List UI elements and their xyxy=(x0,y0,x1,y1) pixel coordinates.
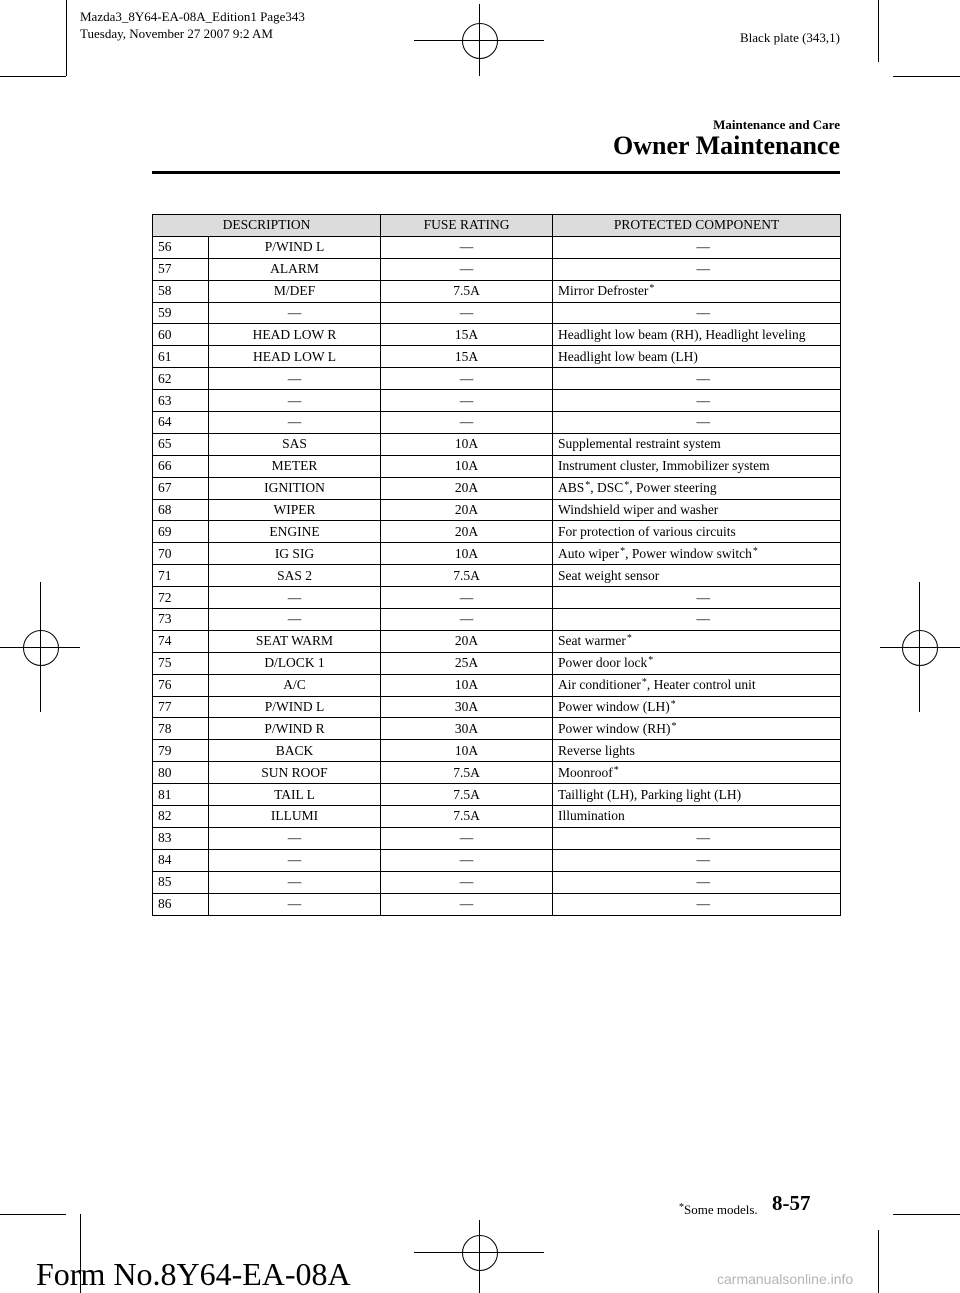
fuse-number-cell: 74 xyxy=(153,630,209,652)
protected-component-cell: ― xyxy=(553,368,841,390)
protected-component-cell: ― xyxy=(553,236,841,258)
description-cell: BACK xyxy=(209,740,381,762)
protected-component-cell: Seat warmer* xyxy=(553,630,841,652)
description-cell: ― xyxy=(209,412,381,434)
fuse-rating-cell: ― xyxy=(381,587,553,609)
fuse-rating-cell: 7.5A xyxy=(381,784,553,806)
description-cell: ― xyxy=(209,849,381,871)
print-date-line: Tuesday, November 27 2007 9:2 AM xyxy=(80,26,273,41)
protected-component-cell: Taillight (LH), Parking light (LH) xyxy=(553,784,841,806)
protected-component-cell: ― xyxy=(553,849,841,871)
table-row xyxy=(153,543,841,565)
description-cell: SAS 2 xyxy=(209,565,381,587)
description-cell: WIPER xyxy=(209,499,381,521)
fuse-rating-cell: 20A xyxy=(381,499,553,521)
fuse-rating-cell: 10A xyxy=(381,740,553,762)
footnote-mark: * xyxy=(679,1202,684,1213)
table-row xyxy=(153,280,841,302)
description-cell: ― xyxy=(209,390,381,412)
fuse-number-cell: 77 xyxy=(153,696,209,718)
some-models-mark: * xyxy=(613,764,619,776)
protected-component-cell: Instrument cluster, Immobilizer system xyxy=(553,455,841,477)
description-cell: P/WIND L xyxy=(209,236,381,258)
description-cell: ― xyxy=(209,302,381,324)
protected-component-cell: ― xyxy=(553,609,841,631)
header-description: DESCRIPTION xyxy=(153,215,381,237)
some-models-mark: * xyxy=(649,283,655,295)
fuse-number-cell: 57 xyxy=(153,258,209,280)
table-row xyxy=(153,433,841,455)
table-row xyxy=(153,696,841,718)
fuse-number-cell: 58 xyxy=(153,280,209,302)
description-cell: ― xyxy=(209,827,381,849)
table-row xyxy=(153,587,841,609)
fuse-number-cell: 61 xyxy=(153,346,209,368)
fuse-rating-cell: 30A xyxy=(381,696,553,718)
description-cell: METER xyxy=(209,455,381,477)
fuse-rating-cell: ― xyxy=(381,258,553,280)
section-title: Owner Maintenance xyxy=(613,131,840,160)
description-cell: ALARM xyxy=(209,258,381,280)
table-row xyxy=(153,806,841,828)
fuse-number-cell: 75 xyxy=(153,652,209,674)
table-row xyxy=(153,630,841,652)
fuse-number-cell: 72 xyxy=(153,587,209,609)
description-cell: SEAT WARM xyxy=(209,630,381,652)
protected-component-cell: Headlight low beam (RH), Headlight leveling xyxy=(553,324,841,346)
description-cell: D/LOCK 1 xyxy=(209,652,381,674)
table-row xyxy=(153,412,841,434)
some-models-mark: * xyxy=(626,633,632,645)
description-cell: IG SIG xyxy=(209,543,381,565)
table-row xyxy=(153,893,841,915)
fuse-number-cell: 82 xyxy=(153,806,209,828)
protected-component-cell: ― xyxy=(553,587,841,609)
fuse-rating-cell: 10A xyxy=(381,674,553,696)
fuse-rating-cell: ― xyxy=(381,609,553,631)
some-models-mark: * xyxy=(671,720,677,732)
fuse-number-cell: 79 xyxy=(153,740,209,762)
fuse-rating-cell: 7.5A xyxy=(381,280,553,302)
description-cell: HEAD LOW L xyxy=(209,346,381,368)
table-row xyxy=(153,674,841,696)
some-models-mark: * xyxy=(620,545,626,557)
protected-component-cell: Windshield wiper and washer xyxy=(553,499,841,521)
fuse-rating-cell: 7.5A xyxy=(381,762,553,784)
fuse-table xyxy=(152,214,841,916)
some-models-mark: * xyxy=(585,480,591,492)
header-protected-component: PROTECTED COMPONENT xyxy=(553,215,841,237)
protected-component-cell: Mirror Defroster* xyxy=(553,280,841,302)
table-row xyxy=(153,477,841,499)
print-job-line: Mazda3_8Y64-EA-08A_Edition1 Page343 xyxy=(80,9,305,24)
fuse-number-cell: 59 xyxy=(153,302,209,324)
table-row xyxy=(153,499,841,521)
chapter-label: Maintenance and Care xyxy=(713,117,840,132)
fuse-number-cell: 68 xyxy=(153,499,209,521)
table-row xyxy=(153,455,841,477)
fuse-number-cell: 81 xyxy=(153,784,209,806)
fuse-rating-cell: 10A xyxy=(381,543,553,565)
table-row xyxy=(153,609,841,631)
fuse-number-cell: 64 xyxy=(153,412,209,434)
fuse-number-cell: 63 xyxy=(153,390,209,412)
protected-component-cell: Auto wiper*, Power window switch* xyxy=(553,543,841,565)
description-cell: ― xyxy=(209,368,381,390)
fuse-number-cell: 65 xyxy=(153,433,209,455)
fuse-table-body xyxy=(153,236,841,915)
description-cell: ― xyxy=(209,609,381,631)
fuse-number-cell: 80 xyxy=(153,762,209,784)
table-row xyxy=(153,740,841,762)
description-cell: ENGINE xyxy=(209,521,381,543)
description-cell: SUN ROOF xyxy=(209,762,381,784)
fuse-number-cell: 56 xyxy=(153,236,209,258)
table-row xyxy=(153,827,841,849)
description-cell: ― xyxy=(209,871,381,893)
description-cell: ― xyxy=(209,587,381,609)
table-header-row xyxy=(153,215,841,237)
table-row xyxy=(153,368,841,390)
fuse-number-cell: 60 xyxy=(153,324,209,346)
fuse-number-cell: 85 xyxy=(153,871,209,893)
protected-component-cell: Air conditioner*, Heater control unit xyxy=(553,674,841,696)
some-models-mark: * xyxy=(670,699,676,711)
protected-component-cell: Power door lock* xyxy=(553,652,841,674)
table-row xyxy=(153,849,841,871)
fuse-rating-cell: ― xyxy=(381,390,553,412)
table-row xyxy=(153,346,841,368)
fuse-rating-cell: 7.5A xyxy=(381,565,553,587)
table-row xyxy=(153,762,841,784)
fuse-rating-cell: 25A xyxy=(381,652,553,674)
description-cell: HEAD LOW R xyxy=(209,324,381,346)
protected-component-cell: Moonroof* xyxy=(553,762,841,784)
fuse-rating-cell: 10A xyxy=(381,433,553,455)
description-cell: ILLUMI xyxy=(209,806,381,828)
fuse-number-cell: 70 xyxy=(153,543,209,565)
description-cell: M/DEF xyxy=(209,280,381,302)
description-cell: TAIL L xyxy=(209,784,381,806)
fuse-rating-cell: 7.5A xyxy=(381,806,553,828)
fuse-rating-cell: ― xyxy=(381,849,553,871)
protected-component-cell: Power window (RH)* xyxy=(553,718,841,740)
fuse-rating-cell: ― xyxy=(381,827,553,849)
form-number: Form No.8Y64-EA-08A xyxy=(36,1256,351,1292)
fuse-number-cell: 73 xyxy=(153,609,209,631)
fuse-number-cell: 66 xyxy=(153,455,209,477)
table-row xyxy=(153,302,841,324)
fuse-rating-cell: 10A xyxy=(381,455,553,477)
fuse-rating-cell: ― xyxy=(381,871,553,893)
fuse-rating-cell: ― xyxy=(381,893,553,915)
table-row xyxy=(153,236,841,258)
protected-component-cell: Seat weight sensor xyxy=(553,565,841,587)
fuse-number-cell: 76 xyxy=(153,674,209,696)
watermark: carmanualsonline.info xyxy=(717,1271,854,1287)
footnote xyxy=(678,1202,758,1218)
fuse-rating-cell: 20A xyxy=(381,521,553,543)
plate-label: Black plate (343,1) xyxy=(740,30,840,45)
table-row xyxy=(153,652,841,674)
description-cell: SAS xyxy=(209,433,381,455)
footnote-text: Some models. xyxy=(684,1202,758,1217)
some-models-mark: * xyxy=(624,480,630,492)
some-models-mark: * xyxy=(752,545,758,557)
protected-component-cell: ― xyxy=(553,302,841,324)
fuse-rating-cell: 15A xyxy=(381,346,553,368)
fuse-number-cell: 84 xyxy=(153,849,209,871)
protected-component-cell: Reverse lights xyxy=(553,740,841,762)
description-cell: IGNITION xyxy=(209,477,381,499)
fuse-rating-cell: 15A xyxy=(381,324,553,346)
table-row xyxy=(153,258,841,280)
fuse-rating-cell: 30A xyxy=(381,718,553,740)
fuse-number-cell: 62 xyxy=(153,368,209,390)
protected-component-cell: For protection of various circuits xyxy=(553,521,841,543)
table-row xyxy=(153,324,841,346)
description-cell: P/WIND L xyxy=(209,696,381,718)
protected-component-cell: ― xyxy=(553,827,841,849)
protected-component-cell: ― xyxy=(553,412,841,434)
section-rule xyxy=(152,171,840,174)
fuse-rating-cell: 20A xyxy=(381,630,553,652)
protected-component-cell: ― xyxy=(553,390,841,412)
fuse-number-cell: 69 xyxy=(153,521,209,543)
fuse-number-cell: 83 xyxy=(153,827,209,849)
protected-component-cell: ― xyxy=(553,893,841,915)
fuse-number-cell: 78 xyxy=(153,718,209,740)
table-row xyxy=(153,390,841,412)
fuse-rating-cell: 20A xyxy=(381,477,553,499)
page-number: 8-57 xyxy=(772,1191,811,1215)
protected-component-cell: ABS*, DSC*, Power steering xyxy=(553,477,841,499)
description-cell: A/C xyxy=(209,674,381,696)
table-row xyxy=(153,565,841,587)
protected-component-cell: ― xyxy=(553,258,841,280)
protected-component-cell: Headlight low beam (LH) xyxy=(553,346,841,368)
table-row xyxy=(153,784,841,806)
table-row xyxy=(153,521,841,543)
description-cell: ― xyxy=(209,893,381,915)
some-models-mark: * xyxy=(648,655,654,667)
protected-component-cell: Supplemental restraint system xyxy=(553,433,841,455)
protected-component-cell: ― xyxy=(553,871,841,893)
protected-component-cell: Illumination xyxy=(553,806,841,828)
fuse-rating-cell: ― xyxy=(381,236,553,258)
some-models-mark: * xyxy=(641,677,647,689)
description-cell: P/WIND R xyxy=(209,718,381,740)
table-row xyxy=(153,718,841,740)
fuse-rating-cell: ― xyxy=(381,302,553,324)
fuse-number-cell: 71 xyxy=(153,565,209,587)
fuse-number-cell: 67 xyxy=(153,477,209,499)
fuse-number-cell: 86 xyxy=(153,893,209,915)
print-job-info xyxy=(80,8,305,42)
table-row xyxy=(153,871,841,893)
fuse-rating-cell: ― xyxy=(381,412,553,434)
header-fuse-rating: FUSE RATING xyxy=(381,215,553,237)
protected-component-cell: Power window (LH)* xyxy=(553,696,841,718)
fuse-rating-cell: ― xyxy=(381,368,553,390)
